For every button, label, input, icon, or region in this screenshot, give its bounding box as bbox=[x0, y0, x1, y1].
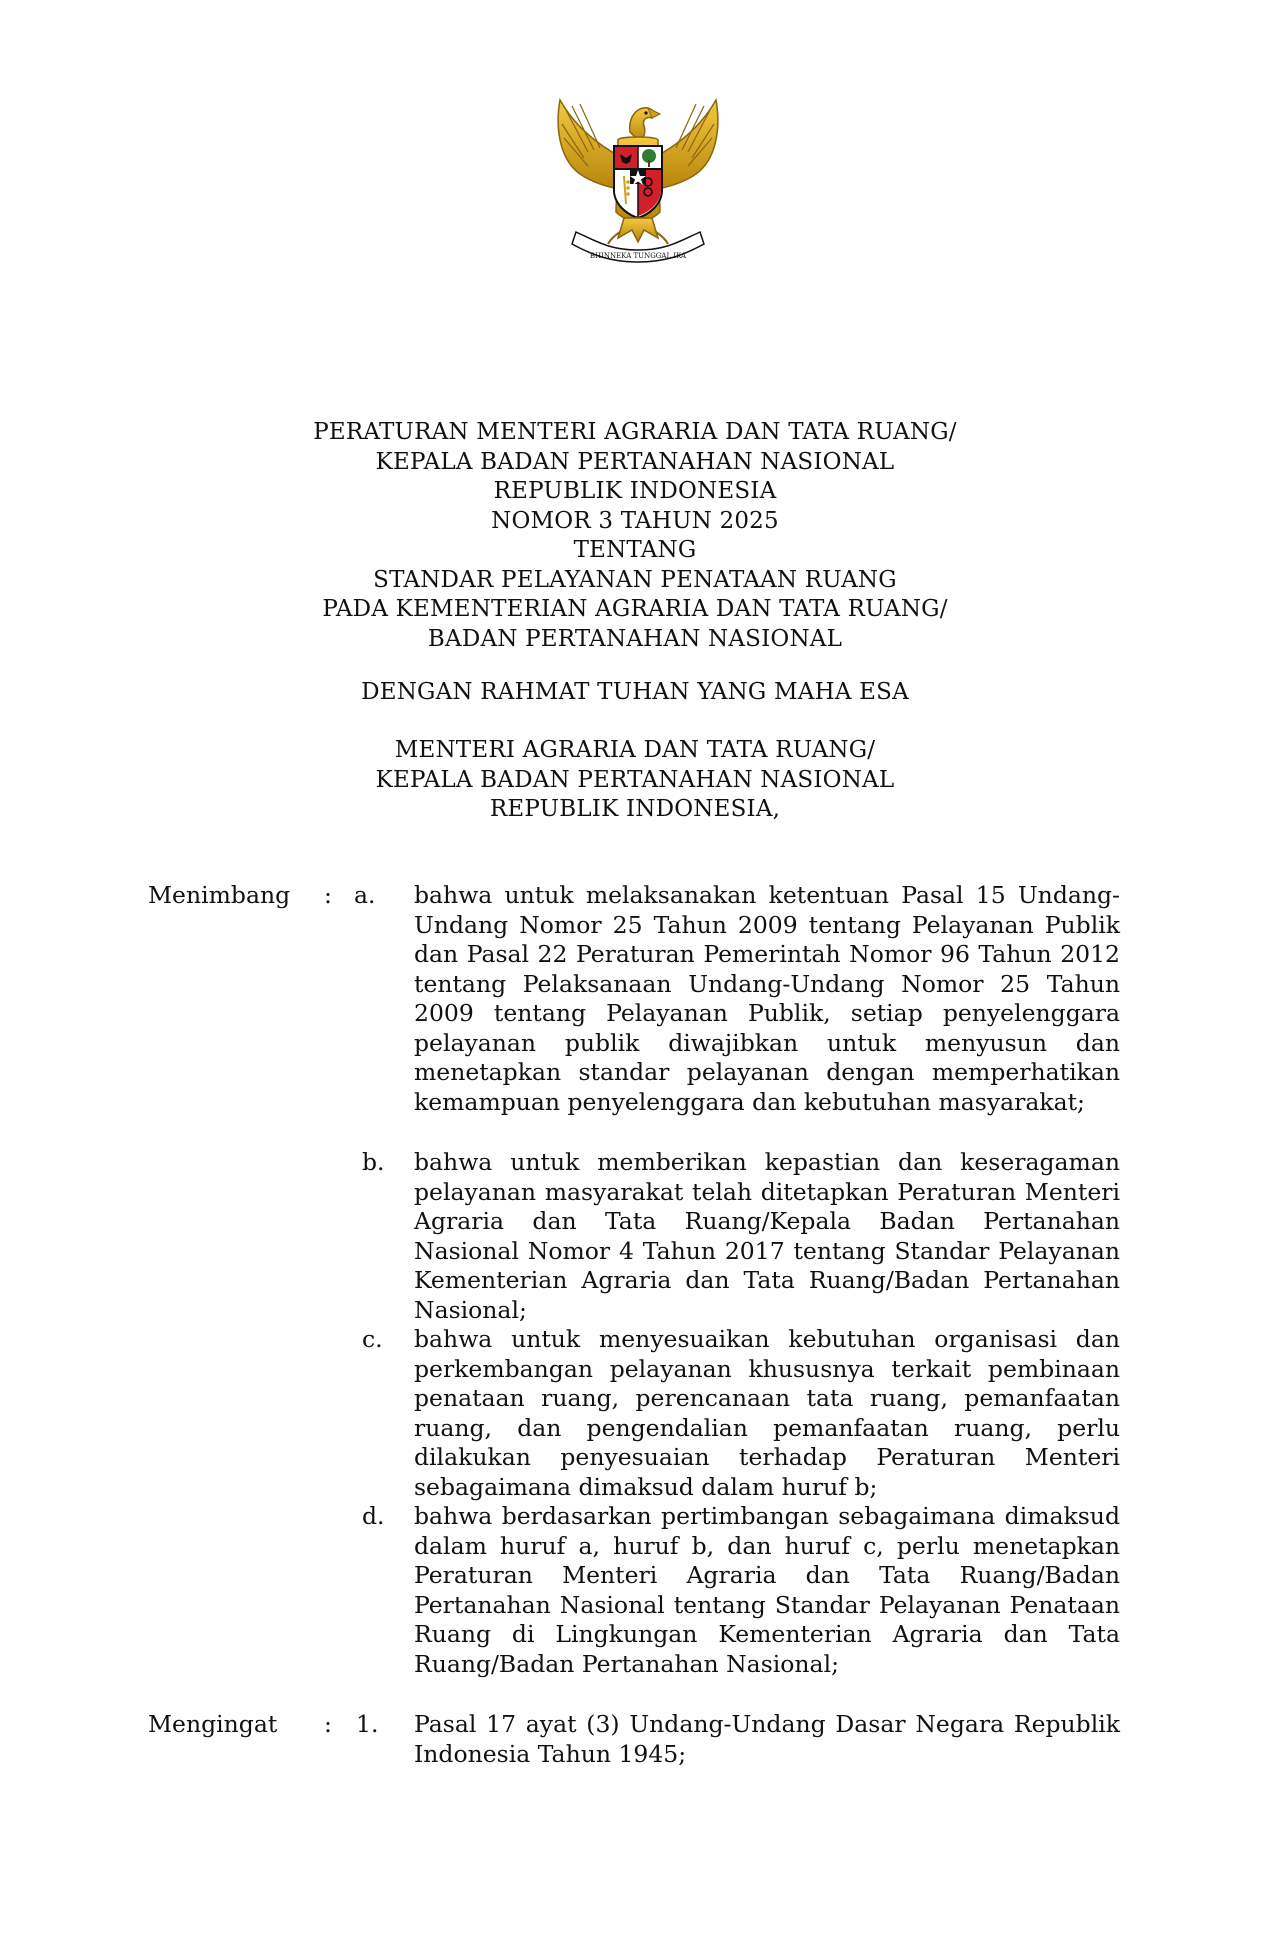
mengingat-label: Mengingat bbox=[148, 1710, 278, 1738]
menimbang-item-d: bahwa berdasarkan pertimbangan sebagaimana dimaksud dalam huruf a, huruf b, dan huruf c, perlu menetapkan Peraturan Menteri Agraria dan Tata Ruang/Badan Pertanahan Nasional tentang Standar Pelayanan Penataan Ruang di Lingkungan Kementerian Agraria dan Tata Ruang/Badan Pertanahan Nasional; bbox=[414, 1502, 1120, 1678]
menimbang-marker-a: a. bbox=[354, 881, 376, 909]
title-line: REPUBLIK INDONESIA bbox=[493, 478, 777, 504]
mengingat-item-1: Pasal 17 ayat (3) Undang-Undang Dasar Negara Republik Indonesia Tahun 1945; bbox=[414, 1710, 1120, 1768]
menimbang-item-b: bahwa untuk memberikan kepastian dan keseragaman pelayanan masyarakat telah ditetapkan Peraturan Menteri Agraria dan Tata Ruang/Kepala Badan Pertanahan Nasional Nomor 4 Tahun 2017 tentang Standar Pelayanan Kementerian Agraria dan Tata Ruang/Badan Pertanahan Nasional; bbox=[414, 1148, 1120, 1324]
menimbang-marker-b: b. bbox=[362, 1148, 385, 1176]
menimbang-label: Menimbang bbox=[148, 881, 291, 909]
menimbang-colon: : bbox=[324, 881, 332, 909]
title-line: TENTANG bbox=[573, 537, 697, 563]
authority-line: REPUBLIK INDONESIA, bbox=[489, 796, 781, 822]
menimbang-item-c: bahwa untuk menyesuaikan kebutuhan organisasi dan perkembangan pelayanan khususnya terkait pembinaan penataan ruang, perencanaan tata ruang, pemanfaatan ruang, dan pengendalian pemanfaatan ruang, perlu dilakukan penyesuaian terhadap Peraturan Menteri sebagaimana dimaksud dalam huruf b; bbox=[414, 1325, 1120, 1501]
title-line: STANDAR PELAYANAN PENATAAN RUANG bbox=[373, 566, 897, 593]
menimbang-item-a: bahwa untuk melaksanakan ketentuan Pasal 15 Undang-Undang Nomor 25 Tahun 2009 tentang Pelayanan Publik dan Pasal 22 Peraturan Pemerintah Nomor 96 Tahun 2012 tentang Pelaksanaan Undang-Undang Nomor 25 Tahun 2009 tentang Pelayanan Publik, setiap penyelenggara pelayanan publik diwajibkan untuk menyusun dan menetapkan standar pelayanan dengan memperhatikan kemampuan penyelenggara dan kebutuhan masyarakat; bbox=[414, 881, 1120, 1116]
mengingat-marker-1: 1. bbox=[356, 1710, 379, 1738]
title-line: PADA KEMENTERIAN AGRARIA DAN TATA RUANG/ bbox=[322, 596, 948, 622]
menimbang-marker-d: d. bbox=[362, 1502, 385, 1530]
menimbang-marker-c: c. bbox=[362, 1325, 383, 1353]
mengingat-colon: : bbox=[324, 1710, 332, 1738]
title-line: NOMOR 3 TAHUN 2025 bbox=[491, 507, 779, 534]
title-line: KEPALA BADAN PERTANAHAN NASIONAL bbox=[375, 448, 895, 475]
motto-text: BHINNEKA TUNGGAL IKA bbox=[589, 252, 687, 260]
title-line: PERATURAN MENTERI AGRARIA DAN TATA RUANG/ bbox=[313, 419, 957, 445]
authority-line: MENTERI AGRARIA DAN TATA RUANG/ bbox=[394, 737, 876, 763]
authority-line: KEPALA BADAN PERTANAHAN NASIONAL bbox=[375, 766, 895, 793]
invocation-line: DENGAN RAHMAT TUHAN YANG MAHA ESA bbox=[361, 679, 909, 705]
title-line: BADAN PERTANAHAN NASIONAL bbox=[427, 625, 843, 652]
